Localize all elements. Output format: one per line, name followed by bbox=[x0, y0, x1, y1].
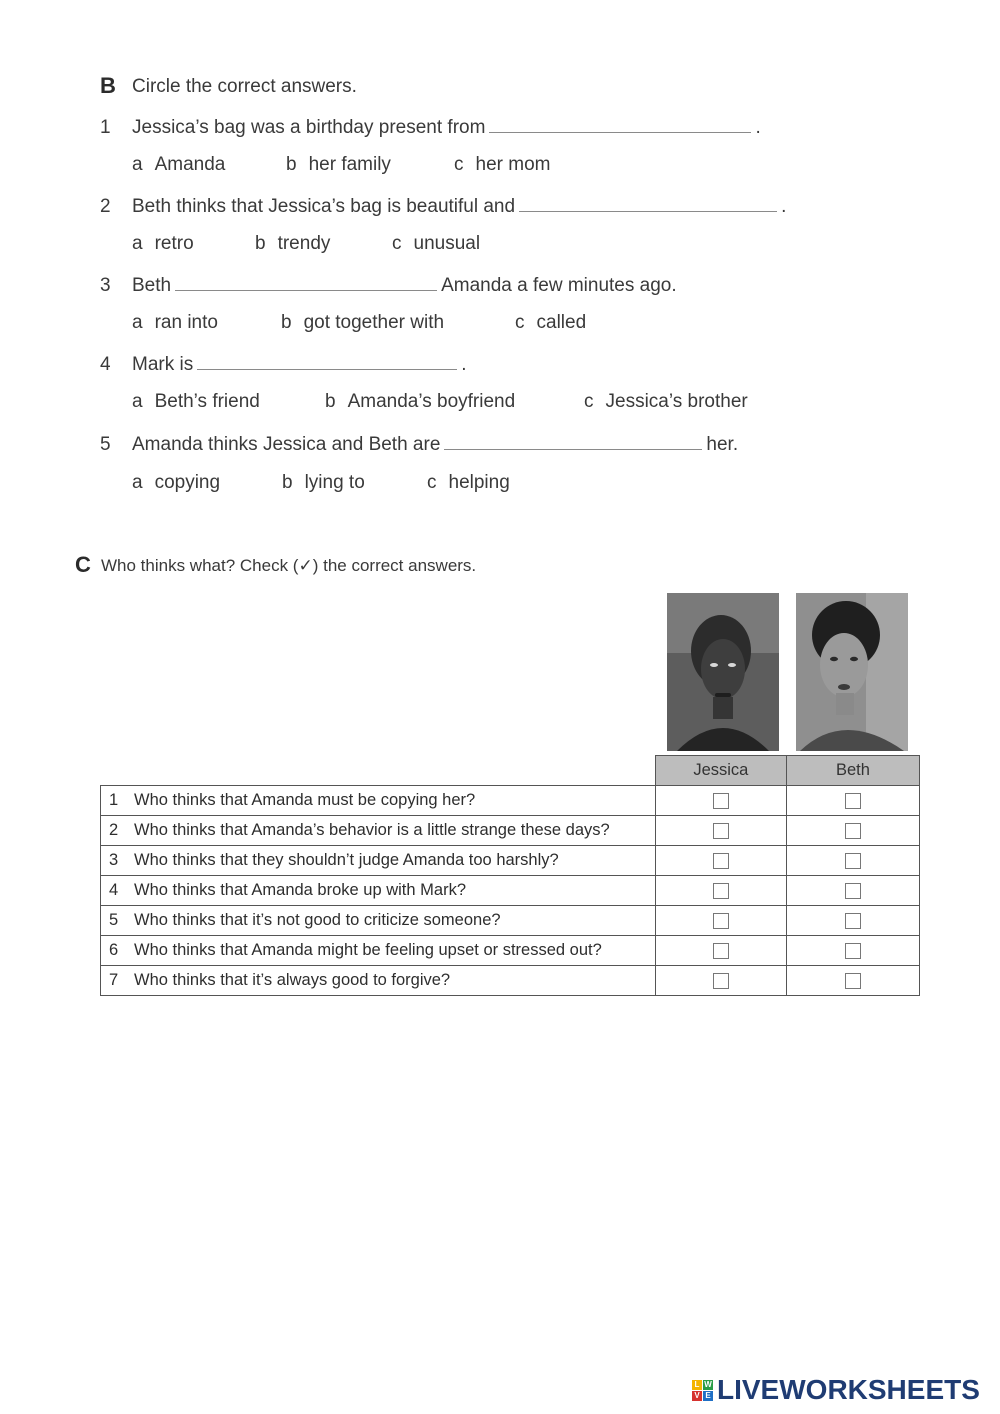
option-3c[interactable]: c called bbox=[515, 312, 587, 333]
jessica-photo bbox=[667, 593, 779, 751]
section-c-letter: C bbox=[75, 552, 91, 577]
checkbox-jessica[interactable] bbox=[713, 793, 729, 809]
table-row bbox=[101, 936, 920, 966]
logo-mark-tile: W bbox=[704, 1379, 712, 1389]
checkbox-beth[interactable] bbox=[845, 913, 861, 929]
column-header-beth: Beth bbox=[786, 756, 919, 786]
option-4b[interactable]: b Amanda’s boyfriend bbox=[325, 391, 516, 412]
row-question: Who thinks that Amanda’s behavior is a little strange these days? bbox=[134, 821, 610, 839]
answer-blank[interactable] bbox=[175, 272, 437, 291]
table-row bbox=[101, 966, 920, 996]
question-5 bbox=[100, 431, 738, 457]
option-5b[interactable]: b lying to bbox=[282, 472, 365, 493]
question-3 bbox=[100, 272, 677, 298]
question-text-after: . bbox=[755, 117, 761, 138]
question-number: 5 bbox=[100, 434, 111, 455]
question-4 bbox=[100, 351, 467, 377]
answer-blank[interactable] bbox=[197, 351, 457, 370]
question-number: 4 bbox=[100, 354, 111, 375]
table-row bbox=[101, 816, 920, 846]
option-1c[interactable]: c her mom bbox=[454, 154, 551, 175]
logo-mark-tile: E bbox=[703, 1391, 713, 1401]
checkbox-jessica[interactable] bbox=[713, 943, 729, 959]
answer-blank[interactable] bbox=[519, 193, 777, 212]
question-2 bbox=[100, 193, 786, 219]
table-row bbox=[101, 846, 920, 876]
option-4a[interactable]: a Beth’s friend bbox=[132, 391, 260, 412]
answer-blank[interactable] bbox=[444, 431, 702, 450]
table-row bbox=[101, 876, 920, 906]
checkbox-jessica[interactable] bbox=[713, 853, 729, 869]
row-number: 2 bbox=[109, 821, 119, 839]
row-number: 4 bbox=[109, 881, 119, 899]
checkbox-beth[interactable] bbox=[845, 793, 861, 809]
section-c-instruction: Who thinks what? Check (✓) the correct answers. bbox=[101, 556, 477, 575]
row-question: Who thinks that it’s always good to forgive? bbox=[134, 971, 451, 989]
checkbox-beth[interactable] bbox=[845, 973, 861, 989]
option-3b[interactable]: b got together with bbox=[281, 312, 445, 333]
column-header-jessica: Jessica bbox=[655, 756, 786, 786]
option-5c[interactable]: c helping bbox=[427, 472, 510, 493]
question-text: Mark is bbox=[132, 354, 194, 375]
question-number: 2 bbox=[100, 196, 111, 217]
option-4c[interactable]: c Jessica’s brother bbox=[584, 391, 748, 412]
question-text-after: her. bbox=[706, 434, 739, 455]
question-number: 3 bbox=[100, 275, 111, 296]
row-question: Who thinks that Amanda might be feeling upset or stressed out? bbox=[134, 941, 602, 959]
liveworksheets-logo-icon bbox=[692, 1380, 713, 1401]
checkbox-jessica[interactable] bbox=[713, 913, 729, 929]
logo-mark-tile: V bbox=[692, 1391, 702, 1401]
option-2b[interactable]: b trendy bbox=[255, 233, 331, 254]
row-question: Who thinks that Amanda must be copying her? bbox=[134, 791, 476, 809]
option-1a[interactable]: a Amanda bbox=[132, 154, 226, 175]
checkbox-beth[interactable] bbox=[845, 943, 861, 959]
question-text: Beth thinks that Jessica’s bag is beautiful and bbox=[132, 196, 516, 217]
question-1 bbox=[100, 114, 761, 140]
checkbox-beth[interactable] bbox=[845, 823, 861, 839]
row-question: Who thinks that it’s not good to criticize someone? bbox=[134, 911, 501, 929]
answer-blank[interactable] bbox=[489, 114, 751, 133]
table-row bbox=[101, 906, 920, 936]
section-b-instruction: Circle the correct answers. bbox=[132, 76, 357, 97]
checkbox-jessica[interactable] bbox=[713, 883, 729, 899]
answer-table bbox=[100, 755, 920, 996]
option-1b[interactable]: b her family bbox=[286, 154, 391, 175]
row-number: 6 bbox=[109, 941, 119, 959]
question-text-after: . bbox=[461, 354, 467, 375]
liveworksheets-logo[interactable] bbox=[692, 1374, 980, 1406]
row-question: Who thinks that they shouldn’t judge Amanda too harshly? bbox=[134, 851, 559, 869]
question-text-after: . bbox=[781, 196, 787, 217]
option-2c[interactable]: c unusual bbox=[392, 233, 481, 254]
row-number: 1 bbox=[109, 791, 119, 809]
row-number: 5 bbox=[109, 911, 119, 929]
option-3a[interactable]: a ran into bbox=[132, 312, 218, 333]
row-question: Who thinks that Amanda broke up with Mark? bbox=[134, 881, 466, 899]
question-text-after: Amanda a few minutes ago. bbox=[441, 275, 677, 296]
question-text: Jessica’s bag was a birthday present from bbox=[132, 117, 486, 138]
logo-mark-tile: L bbox=[692, 1380, 702, 1390]
question-text: Amanda thinks Jessica and Beth are bbox=[132, 434, 441, 455]
table-row bbox=[101, 786, 920, 816]
checkbox-jessica[interactable] bbox=[713, 823, 729, 839]
row-number: 3 bbox=[109, 851, 119, 869]
row-number: 7 bbox=[109, 971, 119, 989]
beth-photo bbox=[796, 593, 908, 751]
checkbox-beth[interactable] bbox=[845, 853, 861, 869]
question-text: Beth bbox=[132, 275, 172, 296]
liveworksheets-logo-text: LIVEWORKSHEETS bbox=[717, 1374, 980, 1405]
checkbox-beth[interactable] bbox=[845, 883, 861, 899]
question-number: 1 bbox=[100, 117, 111, 138]
section-b-letter: B bbox=[100, 73, 116, 98]
option-5a[interactable]: a copying bbox=[132, 472, 221, 493]
option-2a[interactable]: a retro bbox=[132, 233, 194, 254]
checkbox-jessica[interactable] bbox=[713, 973, 729, 989]
table-corner bbox=[101, 756, 656, 786]
